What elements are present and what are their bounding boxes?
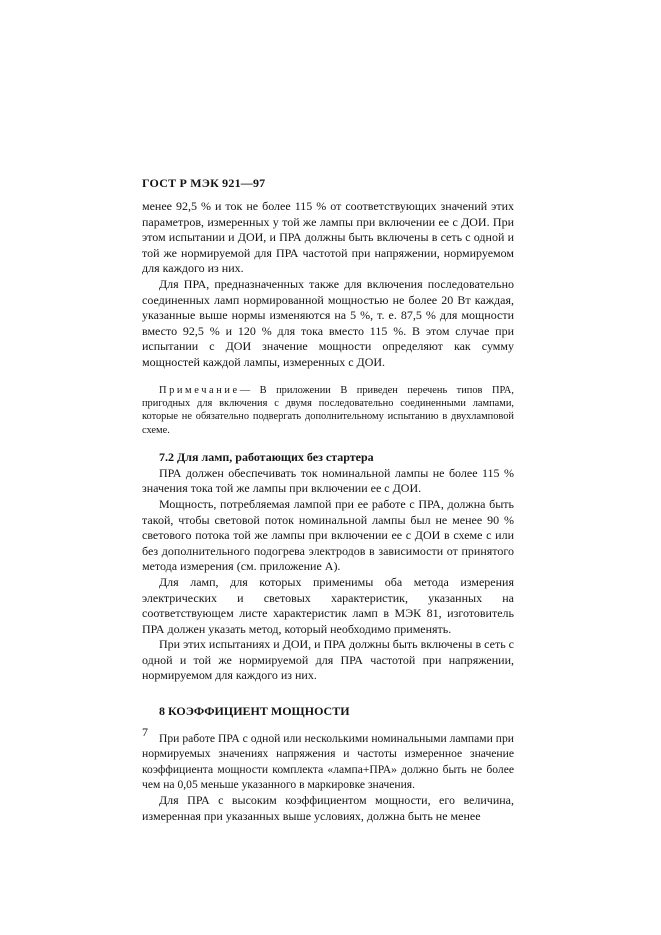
paragraph: При этих испытаниях и ДОИ, и ПРА должны быть включены в сеть с одной и той же нормируемой для ПРА частотой при напряжении, нормируемом для каждого из них.	[142, 637, 514, 683]
paragraph: Мощность, потребляемая лампой при ее работе с ПРА, должна быть такой, чтобы световой поток номинальной лампы был не менее 90 % светового потока той же лампы при включении ее с ДОИ в схеме с или без дополнительного подогрева электродов в зависимости от принятого метода измерения (см. приложение А).	[142, 496, 514, 574]
section-8-heading: 8 КОЭФФИЦИЕНТ МОЩНОСТИ	[159, 704, 350, 719]
document-page	[142, 176, 514, 824]
paragraph: ПРА должен обеспечивать ток номинальной лампы не более 115 % значения тока той же лампы при включении ее с ДОИ.	[142, 465, 514, 496]
paragraph: При работе ПРА с одной или несколькими номинальными лампами при нормируемых значениях напряжения и частоты измеренное значение коэффициента мощности комплекта «лампа+ПРА» должно быть не более чем на 0,05 меньше указанного в маркировке значения.	[142, 731, 514, 792]
note	[142, 384, 514, 438]
paragraph: Для ПРА с высоким коэффициентом мощности, его величина, измеренная при указанных выше условиях, должна быть не менее	[142, 793, 514, 823]
note-text: — В приложении В приведен перечень типов ПРА, пригодных для включения с двумя последовательно соединенными лампами, которые не обязательно подвергать дополнительному испытанию в двухламповой схеме.	[142, 384, 514, 436]
running-header: ГОСТ Р МЭК 921—97	[142, 176, 266, 190]
note-label: Примечание	[159, 384, 240, 396]
paragraph: Для ламп, для которых применимы оба метода измерения электрических и световых характеристик, указанных на соответствующем листе характеристик ламп в МЭК 81, изготовитель ПРА должен указать метод, который необходимо применять.	[142, 574, 514, 636]
paragraph: Для ПРА, предназначенных также для включения последовательно соединенных ламп нормированной мощностью не более 20 Вт каждая, указанные выше нормы изменяются на 5 %, т. е. 87,5 % для мощности вместо 92,5 % и 120 % для тока вместо 115 %. В этом случае при испытании с ДОИ значение мощности определяют как сумму мощностей каждой лампы, измеренных с ДОИ.	[142, 276, 514, 369]
paragraph: менее 92,5 % и ток не более 115 % от соответствующих значений этих параметров, измеренных у той же лампы при включении ее с ДОИ. При этом испытании и ДОИ, и ПРА должны быть включены в сеть с одной и той же нормируемой для ПРА частотой при напряжении, нормируемом для каждого из них.	[142, 199, 514, 276]
page-number: 7	[142, 725, 148, 739]
section-7-2-heading: 7.2 Для ламп, работающих без стартера	[159, 450, 374, 465]
